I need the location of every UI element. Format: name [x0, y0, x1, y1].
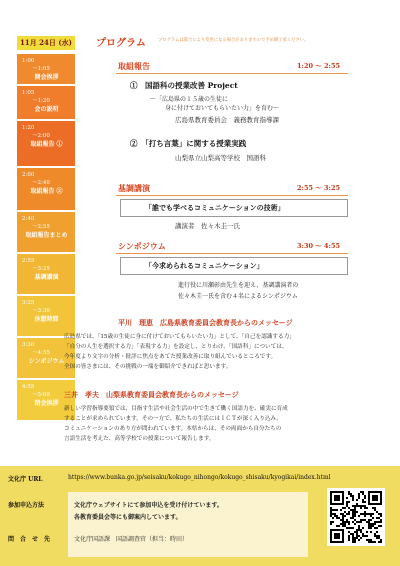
slot-end: 〜3:25: [32, 266, 50, 272]
keynote-title: 「誰でも学べるコミュニケーションの技術」: [145, 203, 285, 212]
slot-start: 1:20: [22, 125, 35, 131]
message2-line: することが求められています。その一方で、私たちの生活にはＩＣＴが深く入り込み、: [64, 416, 282, 422]
report-item1-sub1: 〜「広島県の１５歳の生徒に: [150, 96, 229, 103]
message1-line: 全国の皆さまには、その挑戦の一端を御紹介できればと思います。: [64, 364, 232, 370]
slot-start: 1:00: [22, 58, 35, 64]
slot-label: 閉会挨拶: [34, 400, 59, 407]
schedule-slot: [17, 296, 75, 336]
schedule-slot: [17, 86, 75, 119]
slot-end: 〜1:20: [32, 98, 50, 104]
apply-text1: 文化庁ウェブサイトにて参加申込を受け付けています。: [74, 502, 223, 509]
schedule-slot: [17, 168, 75, 210]
slot-end: 〜5:00: [32, 392, 50, 398]
program-title: プログラム: [96, 38, 146, 49]
message2-line: コミュニケーションのあり方が問われています。本県からは、その両面から自分たちの: [64, 426, 282, 432]
keynote-heading-label: 基調講演: [118, 183, 150, 193]
keynote-speaker: 講演者 佐々木圭一氏: [175, 222, 240, 230]
slot-label: 基調講演: [34, 274, 59, 281]
report-item2-presenter: 山梨県立山梨高等学校 国語科: [175, 154, 266, 162]
symposium-desc1: 進行役に川瀬彰由先生を迎え、基調講演者の: [178, 282, 299, 289]
report-heading: [116, 60, 348, 74]
symposium-heading: [116, 240, 348, 254]
schedule-slot: [17, 54, 75, 84]
slot-label: シンポジウム: [28, 358, 65, 365]
message1-heading: 平川 理恵 広島県教育委員会教育長からのメッセージ: [118, 318, 293, 327]
report-heading-label: 取組報告: [118, 61, 150, 71]
slot-start: 3:30: [22, 342, 35, 348]
slot-label: 会の説明: [34, 106, 59, 113]
event-date: 11月 24日 (水): [17, 36, 75, 50]
slot-start: 2:40: [22, 216, 35, 222]
message1-line: 「自分の人生を選択する力」「表現する力」を設定し、とりわけ、「国語科」については、: [64, 344, 288, 350]
schedule-slot: [17, 121, 75, 166]
url-label: 文化庁 URL: [8, 476, 43, 483]
program-note: プログラムは都合により変更になる場合がありますので予め御了承ください。: [158, 38, 309, 43]
message1-line: 今年度より文字の分析・批評に焦点をあてた授業改善に取り組んでいるところです。: [64, 354, 277, 360]
slot-end: 〜2:40: [32, 180, 50, 186]
schedule-slot: [17, 254, 75, 294]
slot-label: 取組報告 ①: [30, 141, 63, 148]
agency-url-link[interactable]: https://www.bunka.go.jp/seisaku/kokugo_nihongo/kokugo_shisaku/kyogikai/index.html: [68, 474, 331, 481]
report-item1-sub2: 身に付けておいてもらいたい力」を育む〜: [165, 105, 280, 112]
symposium-time: 3:30 〜 4:55: [297, 242, 340, 250]
slot-label: 休憩時間: [34, 316, 59, 323]
keynote-time: 2:55 〜 3:25: [297, 184, 340, 192]
slot-end: 〜4:55: [32, 350, 50, 356]
apply-label: 参加申込方法: [8, 502, 45, 509]
slot-start: 4:55: [22, 384, 35, 390]
report-item1-presenter: 広島県教育委員会 義務教育指導課: [175, 116, 279, 124]
message2-line: 言語生活を考えた、高等学校での授業について報告します。: [64, 436, 215, 442]
qr-code-image: [330, 491, 382, 543]
slot-end: 〜3:30: [32, 308, 50, 314]
keynote-heading: [116, 182, 348, 196]
slot-end: 〜2:55: [32, 224, 50, 230]
symposium-heading-label: シンポジウム: [118, 241, 166, 251]
message2-body: [64, 404, 390, 444]
contact-label: 問 合 せ 先: [8, 536, 51, 543]
report-item2-title: ② 「打ち言葉」に関する授業実践: [130, 139, 247, 148]
report-time: 1:20 〜 2:55: [297, 62, 340, 70]
slot-start: 3:25: [22, 300, 35, 306]
message2-heading: 三井 孝夫 山梨県教育委員会教育長からのメッセージ: [64, 390, 239, 399]
slot-end: 〜1:05: [32, 66, 50, 72]
apply-text2: 各教育委員会等にも御案内しています。: [74, 514, 182, 521]
slot-label: 取組報告 ②: [30, 188, 63, 195]
slot-start: 1:05: [22, 90, 35, 96]
slot-label: 開会挨拶: [34, 74, 59, 81]
message1-body: [64, 332, 390, 372]
symposium-desc2: 佐々木圭一氏を含む４名によるシンポジウム: [178, 293, 298, 300]
message2-line: 新しい学習指導要領では、目指す生活や社会生活の中で生きて働く国語力を、確実に育成: [64, 406, 288, 412]
footer: [0, 466, 400, 566]
slot-label: 取組報告まとめ: [25, 232, 68, 239]
slot-start: 2:55: [22, 258, 35, 264]
symposium-title: 「今求められるコミュニケーション」: [145, 261, 264, 270]
qr-code[interactable]: [327, 488, 385, 546]
schedule-slot: [17, 212, 75, 252]
slot-start: 2:00: [22, 172, 35, 178]
contact-text: 文化庁国語課 国語調査官（担当：時田）: [74, 536, 189, 543]
slot-end: 〜2:00: [32, 133, 50, 139]
report-item1-title: ① 国語科の授業改善 Project: [130, 81, 238, 90]
message1-line: 広島県では、「15歳の生徒に身に付けておいてもらいたい力」として、「自己を認識する力」: [64, 334, 295, 340]
